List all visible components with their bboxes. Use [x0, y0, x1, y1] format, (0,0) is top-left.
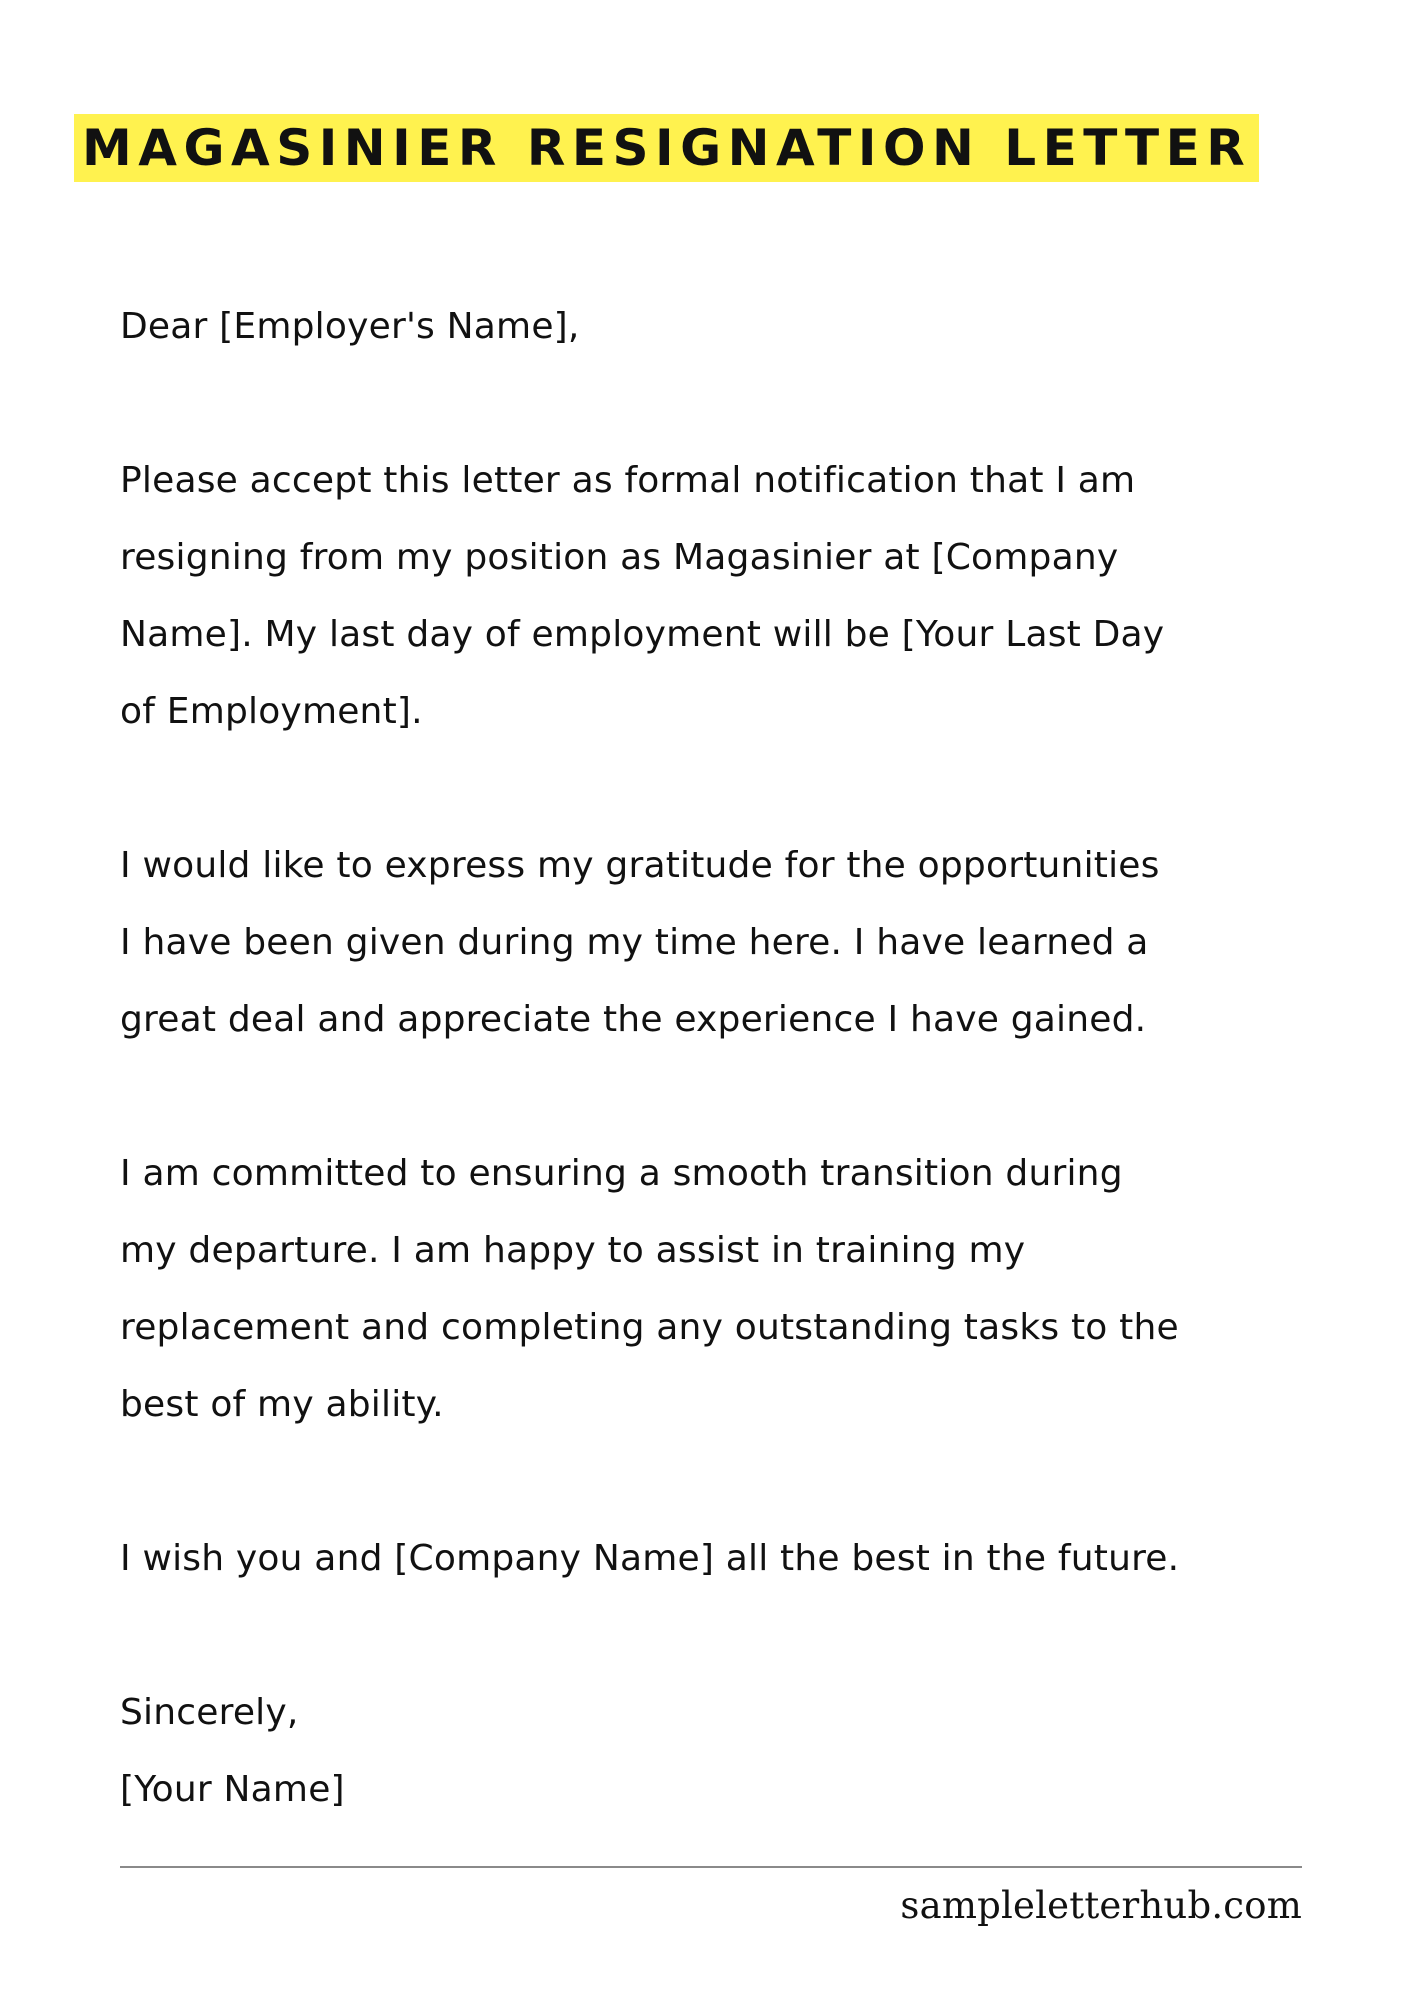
page-title: MAGASINIER RESIGNATION LETTER	[82, 119, 1252, 177]
paragraph-line: I am committed to ensuring a smooth transition during	[120, 1153, 1123, 1194]
paragraph-line: great deal and appreciate the experience I have gained.	[120, 999, 1147, 1040]
closing: Sincerely,	[120, 1692, 299, 1733]
title-highlight	[74, 114, 1259, 182]
paragraph-gap	[120, 1443, 1360, 1520]
footer-divider	[120, 1866, 1302, 1868]
paragraph-gap	[120, 1597, 1360, 1674]
paragraph-line: replacement and completing any outstanding tasks to the	[120, 1307, 1179, 1348]
paragraph-2	[120, 827, 1360, 1058]
letter-body	[120, 288, 1360, 1828]
paragraph-line: I would like to express my gratitude for the opportunities	[120, 845, 1160, 886]
paragraph-line: Please accept this letter as formal notification that I am	[120, 460, 1136, 501]
paragraph-line: resigning from my position as Magasinier at [Company	[120, 537, 1119, 578]
paragraph-1	[120, 442, 1360, 750]
salutation: Dear [Employer's Name],	[120, 306, 580, 347]
paragraph-line: I have been given during my time here. I have learned a	[120, 922, 1149, 963]
signature-placeholder: [Your Name]	[120, 1769, 345, 1810]
footer-site: sampleletterhub.com	[900, 1884, 1302, 1927]
paragraph-3	[120, 1135, 1360, 1443]
paragraph-4	[120, 1520, 1360, 1597]
paragraph-line: I wish you and [Company Name] all the best in the future.	[120, 1538, 1180, 1579]
paragraph-gap	[120, 1058, 1360, 1135]
paragraph-line: best of my ability.	[120, 1384, 444, 1425]
paragraph-line: Name]. My last day of employment will be [Your Last Day	[120, 614, 1165, 655]
paragraph-line: of Employment].	[120, 691, 423, 732]
paragraph-gap	[120, 750, 1360, 827]
paragraph-gap	[120, 365, 1360, 442]
paragraph-line: my departure. I am happy to assist in training my	[120, 1230, 1026, 1271]
